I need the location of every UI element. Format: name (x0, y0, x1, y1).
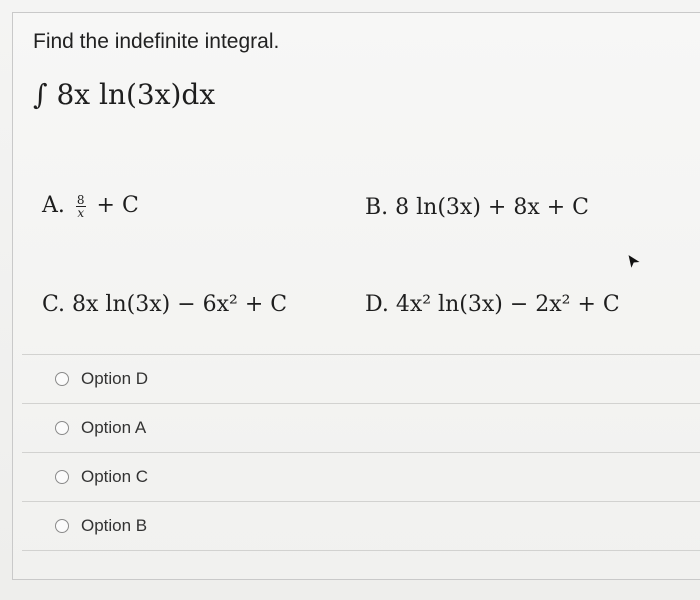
question-prompt: Find the indefinite integral. (33, 30, 280, 53)
radio-icon[interactable] (55, 519, 69, 533)
option-c[interactable] (22, 452, 700, 501)
option-b-label: Option B (81, 516, 148, 535)
radio-icon[interactable] (55, 470, 69, 484)
radio-icon[interactable] (55, 372, 69, 386)
answer-d: D. 4x² ln(3x) − 2x² + C (365, 292, 620, 317)
radio-icon[interactable] (55, 421, 69, 435)
answer-a (42, 193, 139, 219)
integral-expression: ∫ 8x ln(3x)dx (33, 78, 216, 111)
option-b[interactable] (22, 501, 700, 551)
answer-a-denominator: x (77, 205, 85, 220)
mouse-pointer-icon (624, 252, 640, 268)
option-d[interactable] (22, 354, 700, 403)
answer-a-letter: A. (42, 193, 65, 218)
answer-options (22, 354, 700, 551)
answer-a-numerator: 8 (76, 192, 85, 207)
answer-c: C. 8x ln(3x) − 6x² + C (42, 292, 288, 317)
answer-a-rest: + C (96, 193, 139, 218)
option-a-label: Option A (81, 418, 147, 437)
answer-a-fraction (76, 194, 86, 219)
option-c-label: Option C (81, 467, 149, 486)
option-a[interactable] (22, 403, 700, 452)
answer-b: B. 8 ln(3x) + 8x + C (365, 195, 589, 220)
option-d-label: Option D (81, 369, 149, 388)
